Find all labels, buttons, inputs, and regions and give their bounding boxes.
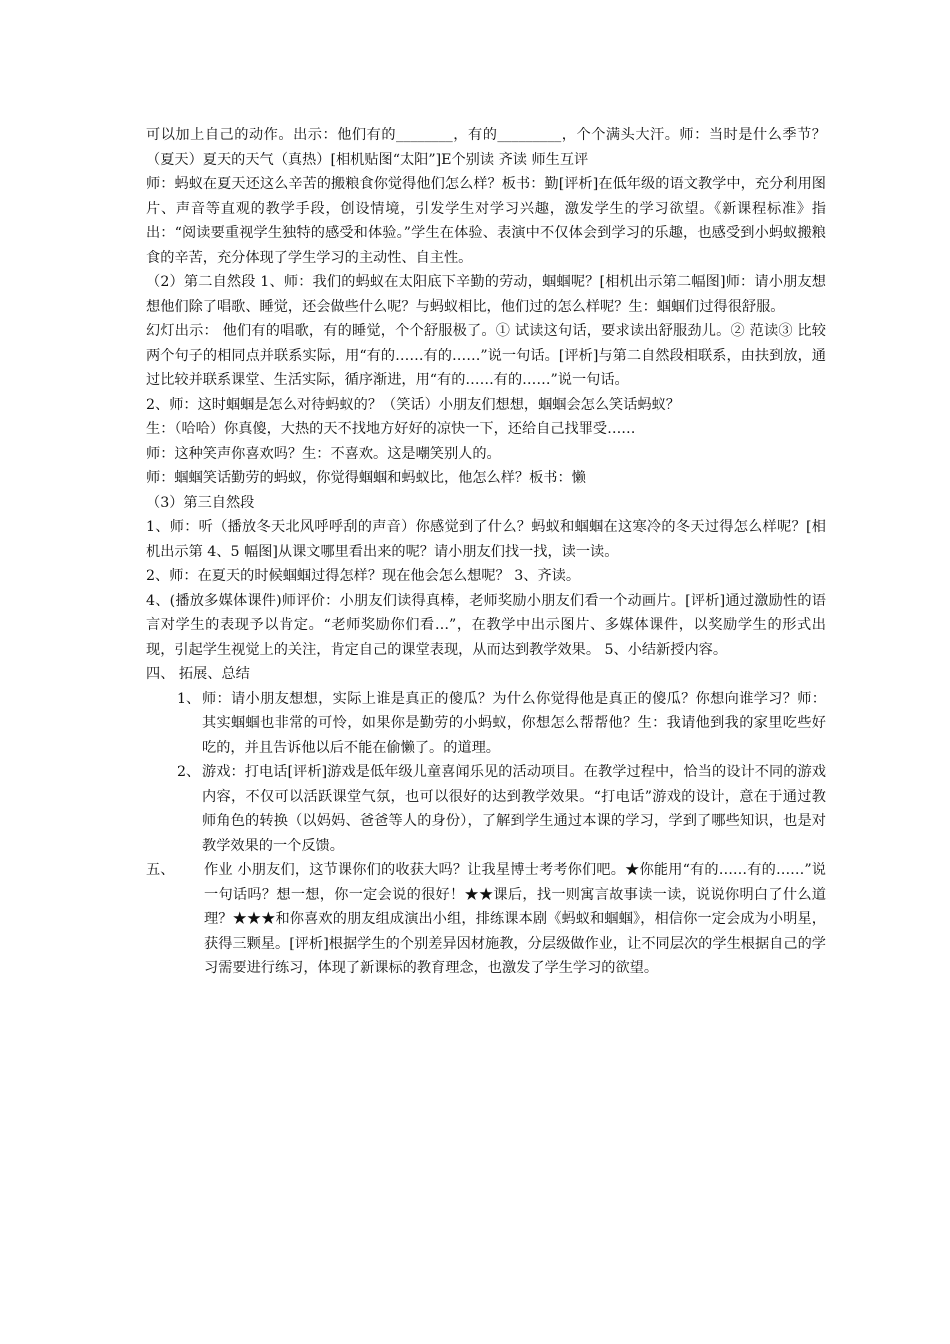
paragraph-teacher-question: 师：蚂蚁在夏天还这么辛苦的搬粮食你觉得他们怎么样？板书：勤[评析]在低年级的语文教学中，充分利用图片、声音等直观的教学手段，创设情境，引发学生对学习兴趣，激发学生的学习欲望。《新课程标准》指出：“阅读要重视学生独特的感受和体验。”学生在体验、表演中不仅体会到学习的乐趣，也感受到小蚂蚁搬粮食的辛苦，充分体现了学生学习的主动性、自主性。 (146, 176, 826, 266)
paragraph-opening: 可以加上自己的动作。出示：他们有的________，有的_________，个个满头大汗。师：当时是什么季节？（夏天）夏天的天气（真热）[相机贴图“太阳”]E个别读 齐读 师生互评 (146, 127, 826, 168)
paragraph-step-2: 2、师：这时蝈蝈是怎么对待蚂蚁的？（笑话）小朋友们想想，蝈蝈会怎么笑话蚂蚁？ (146, 396, 680, 413)
section-five-marker: 五、 (146, 862, 175, 878)
paragraph-student-answer: 生：（哈哈）你真傻，大热的天不找地方好好的凉快一下，还给自己找罪受…… (146, 421, 636, 437)
paragraph-board-lazy: 师：蝈蝈笑话勤劳的蚂蚁，你觉得蝈蝈和蚂蚁比，他怎么样？板书：懒 (146, 470, 586, 486)
heading-section-four: 四、 拓展、总结 (146, 666, 250, 682)
list-item-text: 师：请小朋友想想，实际上谁是真正的傻瓜？为什么你觉得他是真正的傻瓜？你想向谁学习？师：其实蝈蝈也非常的可怜，如果你是勤劳的小蚂蚁，你想怎么帮帮他？生：我请他到我的家里吃些好吃的，并且告诉他以后不能在偷懒了。的道理。 (202, 690, 826, 756)
paragraph-second-section: （2）第二自然段 1、师：我们的蚂蚁在太阳底下辛勤的劳动，蝈蝈呢？[相机出示第二幅图]师：请小朋友想想他们除了唱歌、睡觉，还会做些什么呢？与蚂蚁相比，他们过的怎么样呢？生：蝈蝈们过得很舒服。 (146, 274, 826, 315)
paragraph-step-4-multimedia: 4、(播放多媒体课件)师评价：小朋友们读得真棒，老师奖励小朋友们看一个动画片。[评析]通过激励性的语言对学生的表现予以肯定。“老师奖励你们看…”，在教学中出示图片、多媒体课件，以奖励学生的形式出现，引起学生视觉上的关注，肯定自己的课堂表现，从而达到教学效果。 5、小结新授内容。 (146, 592, 826, 658)
paragraph-step-1-winter: 1、师：听（播放冬天北风呼呼刮的声音）你感觉到了什么？蚂蚁和蝈蝈在这寒冷的冬天过得怎么样呢？[相机出示第 4、5 幅图]从课文哪里看出来的呢？请小朋友们找一找，读一读。 (146, 519, 826, 560)
paragraph-slide: 幻灯出示： 他们有的唱歌，有的睡觉，个个舒服极了。① 试读这句话，要求读出舒服劲儿。② 范读③ 比较两个句子的相同点并联系实际，用“有的……有的……”说一句话。[评析]与第二自然段相联系，由扶到放，通过比较并联系课堂、生活实际，循序渐进，用“有的……有的……”说一句话。 (146, 323, 826, 388)
list-marker: 1、 (177, 690, 201, 707)
list-marker: 2、 (177, 764, 201, 780)
list-item (146, 760, 826, 858)
list-item-text: 游戏：打电话[评析]游戏是低年级儿童喜闻乐见的活动项目。在教学过程中，恰当的设计不同的游戏内容，不仅可以活跃课堂气氛，也可以很好的达到教学效果。“打电话”游戏的设计，意在于通过教师角色的转换（以妈妈、爸爸等人的身份），了解到学生通过本课的学习，学到了哪些知识，也是对教学效果的一个反馈。 (202, 764, 826, 854)
paragraph-teacher-laugh: 师：这种笑声你喜欢吗？生：不喜欢。这是嘲笑别人的。 (146, 445, 501, 462)
list-item (146, 687, 826, 761)
section-five (146, 858, 826, 981)
paragraph-third-section: （3）第三自然段 (146, 494, 255, 511)
section-five-text: 作业 小朋友们，这节课你们的收获大吗？让我星博士考考你们吧。★你能用“有的……有的……”说一句话吗？想一想，你一定会说的很好！★★课后，找一则寓言故事读一读，说说你明白了什么道理？★★★和你喜欢的朋友组成演出小组，排练课本剧《蚂蚁和蝈蝈》，相信你一定会成为小明星，获得三颗星。[评析]根据学生的个别差异因材施教，分层级做作业，让不同层次的学生根据自己的学习需要进行练习，体现了新课标的教育理念，也激发了学生学习的欲望。 (204, 862, 826, 976)
paragraph-step-2-summer: 2、师：在夏天的时候蝈蝈过得怎样？现在他会怎么想呢？ 3、齐读。 (146, 568, 581, 584)
document-page (146, 123, 826, 981)
